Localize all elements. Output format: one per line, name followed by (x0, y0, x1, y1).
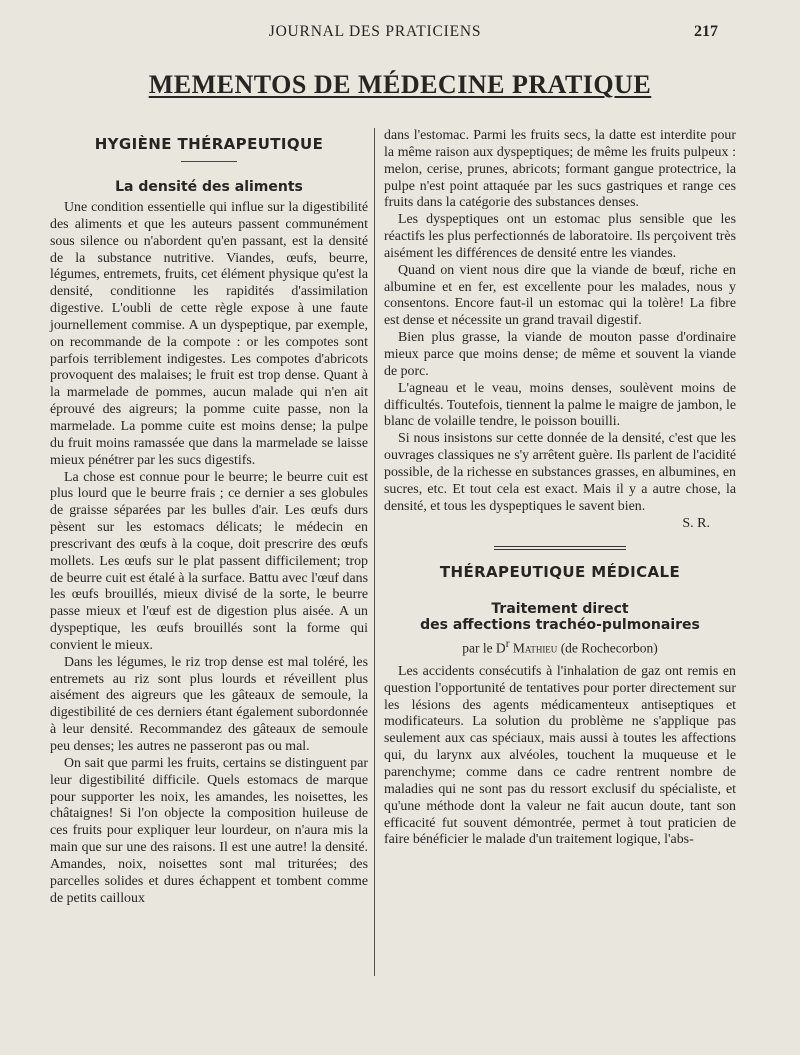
article-title-traitement: Traitement direct (491, 601, 629, 618)
paragraph: Bien plus grasse, la viande de mouton passe d'ordinaire mieux parce que moins dense; de même et souvent la viande de porc. (384, 330, 736, 379)
article-title-densite: La densité des aliments (115, 179, 303, 195)
article-body-traitement (384, 664, 736, 849)
running-head (0, 23, 800, 45)
paragraph: Les dyspeptiques ont un estomac plus sensible que les réactifs les plus perfectionnés de laboratoire. Ils perçoivent très aisément les différences de densité entre les viandes. (384, 212, 736, 261)
byline (384, 638, 736, 657)
paragraph: Une condition essentielle qui influe sur la digestibilité des aliments et que les auteurs passent communément sous silence ou n'abordent qu'en passant, est la densité de la substance nutritive. Viandes, œufs, beurre, légumes, entremets, fruits, cet élément physique qu'est la densité, conditionne les rapidités d'assimilation digestive. L'oubli de cette règle expose à une faute journellement commise. A un dyspeptique, par exemple, on recommande de la compote : or les compotes sont parfois terriblement indigestes. Les compotes d'abricots provoquent des malaises; le fruit est trop dense. Quant à la marmelade de pommes, aucun malade qui n'en ait éprouvé des aigreurs; la pomme cuite passe, non la marmelade. La pomme cuite est moins dense; la pulpe du fruit moins ramassée que dans la marmelade se laisse mieux pénétrer par les sucs digestifs. (50, 200, 368, 468)
paragraph: On sait que parmi les fruits, certains se distinguent par leur digestibilité difficile. Quels estomacs de marque pour supporter les noix, les amandes, les noisettes, les châtaignes! Si l'on objecte la composition huileuse de ces fruits pour expliquer leur lourdeur, on n'aura mis la main que sur une des raisons. Il est une autre! la densité. Amandes, noix, noisettes sont mal triturées; des parcelles solides et dures échappent et tombent comme de petits cailloux (50, 755, 368, 906)
paragraph: Si nous insistons sur cette donnée de la densité, c'est que les ouvrages classiques ne s'y arrêtent guère. Ils parlent de l'acidité possible, de la richesse en substances grasses, en albumines, en sucres, etc. Et tout cela est exact. Mais il y a autre chose, la densité, et tous les dyspeptiques le savent bien. (384, 431, 736, 514)
paragraph: Dans les légumes, le riz trop dense est mal toléré, les entremets au riz sont plus lourds et réveillent plus aisément des aigreurs que les gâteaux de semoule, la digestibilité de ces derniers étant également subordonnée à leur densité. Recommandez des gâteaux de semoule peu denses; les autres ne passeront pas ou mal. (50, 654, 368, 754)
article-subtitle: des affections trachéo-pulmonaires (420, 617, 700, 634)
paragraph: dans l'estomac. Parmi les fruits secs, la datte est interdite pour la même raison aux dyspeptiques; de même les fruits pulpeux : melon, cerise, prunes, abricots; formant gangue protectrice, la pulpe n'est point attaquée par les sucs gastriques et range ces fruits dans la catégorie des substances denses. (384, 128, 736, 211)
column-divider (374, 128, 375, 976)
section-heading-therapeutique: THÉRAPEUTIQUE MÉDICALE (439, 563, 681, 582)
paragraph: Les accidents consécutifs à l'inhalation de gaz ont remis en question l'opportunité de tentatives pour porter directement sur les lésions des agents médicamenteux antiseptiques et modificateurs. La solution du problème ne s'applique pas seulement aux cas spéciaux, mais aussi à toutes les affections qui, du larynx aux alvéoles, touchent la muqueuse et le parenchyme; comme dans ce cadre rentrent nombre de maladies qui ne sont pas du ressort exclusif du spécialiste, et qu'une méthode dont la valeur ne fait aucun doute, tant son efficacité fut souvent démontrée, permet à tout praticien de faire bénéficier le malade d'un traitement logique, l'abs- (384, 663, 736, 848)
article-body-densite (50, 200, 368, 907)
section-heading-hygiene: HYGIÈNE THÉRAPEUTIQUE (94, 135, 324, 153)
right-column (384, 128, 736, 849)
left-column (50, 128, 368, 907)
running-title: JOURNAL DES PRATICIENS (268, 23, 482, 40)
byline-sup: r (505, 638, 510, 651)
byline-prefix: par le D (462, 640, 506, 656)
author-signature: S. R. (682, 516, 710, 532)
paragraph: L'agneau et le veau, moins denses, soulèvent moins de difficultés. Toutefois, tiennent la palme le maigre de jambon, le blanc de volaille tendre, le poisson bouilli. (384, 380, 736, 430)
main-title: MEMENTOS DE MÉDECINE PRATIQUE (148, 70, 652, 99)
byline-place: (de Rochecorbon) (560, 640, 658, 656)
paragraph: Quand on vient nous dire que la viande de bœuf, riche en albumine et en fer, est excellente pour les malades, nous y consentons. Encore faut-il un estomac qui la tolère! La fibre est dense et nécessite un grand travail digestif. (384, 262, 736, 329)
paragraph: La chose est connue pour le beurre; le beurre cuit est plus lourd que le beurre frais ; ce dernier a ses globules de graisse séparées par les bulles d'air. Les œufs durs pèsent sur les estomacs délicats; le médecin en prescrivant des œufs à la coque, doit prescrire des œufs mollets. Les œufs sur le plat passent difficilement; trop de beurre cuit est étalé à la surface. Battu avec l'œuf dans les œufs brouillés, mieux divisé de la sorte, le beurre passe mieux et l'œuf est de digestion plus aisée. A un dyspeptique, les œufs brouillés sont la forme qui convient le mieux. (50, 469, 368, 653)
page-number: 217 (694, 23, 718, 40)
article-body-densite-continued (384, 128, 736, 515)
byline-author: Mathieu (512, 640, 558, 656)
